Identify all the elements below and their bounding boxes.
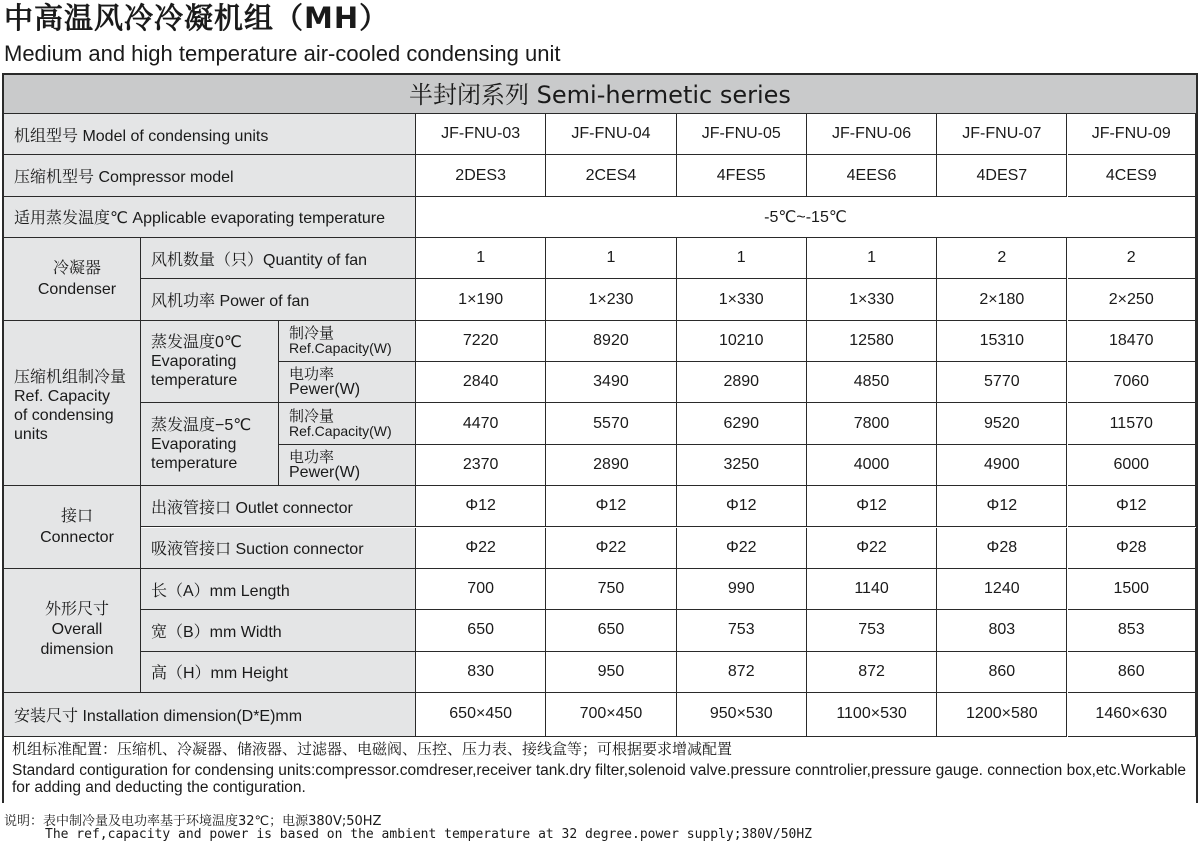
model-cell: JF-FNU-04 xyxy=(546,114,676,155)
capacity-cn: 压缩机组制冷量 xyxy=(14,368,127,386)
page-title: 中高温风冷冷凝机组（MH） xyxy=(4,1,390,35)
suction-cell: Φ28 xyxy=(937,528,1067,569)
model-cell: JF-FNU-05 xyxy=(677,114,807,155)
height-cell: 872 xyxy=(677,652,807,693)
cap-t0-cell: 18470 xyxy=(1068,321,1197,362)
pow-t0-cell: 2890 xyxy=(677,362,807,403)
outlet-cell: Φ12 xyxy=(807,486,937,527)
pow-t5-cn: 电功率 xyxy=(289,448,335,466)
pow-t5-cell: 4900 xyxy=(937,445,1067,486)
cap-t0-cell: 8920 xyxy=(546,321,676,362)
width-label: 宽（B）mm Width xyxy=(141,610,416,651)
pow-t0-cell: 4850 xyxy=(807,362,937,403)
height-cell: 950 xyxy=(546,652,676,693)
pow-t0-label xyxy=(279,362,416,403)
height-cell: 830 xyxy=(416,652,546,693)
pow-t0-cell: 5770 xyxy=(937,362,1067,403)
model-cell: JF-FNU-07 xyxy=(937,114,1067,155)
dimension-group xyxy=(4,569,141,693)
pow-t0-en: Pewer(W) xyxy=(289,381,361,399)
model-label: 机组型号 Model of condensing units xyxy=(4,114,416,155)
width-cell: 650 xyxy=(416,610,546,651)
evap-t5-label xyxy=(141,403,279,486)
cap-t5-cell: 9520 xyxy=(937,403,1067,444)
outlet-cell: Φ12 xyxy=(1068,486,1197,527)
config-en: Standard contiguration for condensing units:compressor.comdreser,receiver tank.dry filter,solenoid valve.pressure conntrolier,pressure gauge. connection box,etc.Workable for adding and deducting the contiguration. xyxy=(12,762,1187,796)
install-cell: 1100×530 xyxy=(807,693,937,737)
cap-t5-cell: 7800 xyxy=(807,403,937,444)
fan-power-cell: 1×330 xyxy=(807,279,937,320)
width-cell: 803 xyxy=(937,610,1067,651)
config-cn: 机组标准配置：压缩机、冷凝器、储液器、过滤器、电磁阀、压控、压力表、接线盒等；可根据要求增减配置 xyxy=(12,740,733,758)
evap-t0-en: Evaporating temperature xyxy=(151,353,238,390)
outlet-cell: Φ12 xyxy=(937,486,1067,527)
condenser-en: Condenser xyxy=(37,280,117,298)
dimension-cn: 外形尺寸 xyxy=(44,601,109,619)
compressor-cell: 4CES9 xyxy=(1068,155,1197,196)
evap-t0-label xyxy=(141,321,279,404)
width-cell: 853 xyxy=(1068,610,1197,651)
footnote-en: The ref,capacity and power is based on the ambient temperature at 32 degree.power supply;380V/50HZ xyxy=(45,827,813,842)
height-cell: 872 xyxy=(807,652,937,693)
fan-qty-cell: 2 xyxy=(1068,238,1197,279)
pow-t0-cell: 2840 xyxy=(416,362,546,403)
length-label: 长（A）mm Length xyxy=(141,569,416,610)
compressor-cell: 4DES7 xyxy=(937,155,1067,196)
suction-cell: Φ22 xyxy=(546,528,676,569)
install-cell: 950×530 xyxy=(677,693,807,737)
standard-config-note xyxy=(4,737,1196,803)
length-cell: 1500 xyxy=(1068,569,1197,610)
suction-cell: Φ28 xyxy=(1068,528,1197,569)
cap-t5-cell: 4470 xyxy=(416,403,546,444)
pow-t5-cell: 6000 xyxy=(1068,445,1197,486)
fan-qty-cell: 1 xyxy=(546,238,676,279)
connector-group xyxy=(4,486,141,569)
cap-t0-cell: 7220 xyxy=(416,321,546,362)
install-cell: 650×450 xyxy=(416,693,546,737)
capacity-group xyxy=(4,321,141,486)
outlet-cell: Φ12 xyxy=(677,486,807,527)
width-cell: 753 xyxy=(677,610,807,651)
width-cell: 753 xyxy=(807,610,937,651)
width-cell: 650 xyxy=(546,610,676,651)
cap-t5-cell: 6290 xyxy=(677,403,807,444)
series-banner: 半封闭系列 Semi-hermetic series xyxy=(4,75,1196,114)
cap-t5-en: Ref.Capacity(W) xyxy=(289,422,392,439)
cap-t0-en: Ref.Capacity(W) xyxy=(289,339,392,356)
evap-t0-cn: 蒸发温度0℃ xyxy=(151,334,242,352)
pow-t5-en: Pewer(W) xyxy=(289,463,361,481)
length-cell: 750 xyxy=(546,569,676,610)
pow-t5-label xyxy=(279,445,416,486)
height-cell: 860 xyxy=(937,652,1067,693)
fan-qty-cell: 2 xyxy=(937,238,1067,279)
compressor-cell: 4EES6 xyxy=(807,155,937,196)
condenser-group xyxy=(4,238,141,321)
cap-t5-cn: 制冷量 xyxy=(289,407,335,425)
cap-t0-cell: 12580 xyxy=(807,321,937,362)
suction-cell: Φ22 xyxy=(677,528,807,569)
connector-en: Connector xyxy=(40,528,114,546)
compressor-cell: 4FES5 xyxy=(677,155,807,196)
install-cell: 700×450 xyxy=(546,693,676,737)
model-cell: JF-FNU-09 xyxy=(1068,114,1197,155)
suction-cell: Φ22 xyxy=(416,528,546,569)
fan-power-cell: 2×180 xyxy=(937,279,1067,320)
compressor-cell: 2CES4 xyxy=(546,155,676,196)
model-cell: JF-FNU-03 xyxy=(416,114,546,155)
outlet-cell: Φ12 xyxy=(546,486,676,527)
fan-qty-cell: 1 xyxy=(416,238,546,279)
evap-t5-cn: 蒸发温度−5℃ xyxy=(151,416,252,434)
cap-t0-cn: 制冷量 xyxy=(289,324,335,342)
compressor-cell: 2DES3 xyxy=(416,155,546,196)
pow-t5-cell: 3250 xyxy=(677,445,807,486)
fan-power-label: 风机功率 Power of fan xyxy=(141,279,416,320)
evap-temp-range: -5℃~-15℃ xyxy=(416,197,1196,238)
pow-t5-cell: 2890 xyxy=(546,445,676,486)
fan-power-cell: 1×230 xyxy=(546,279,676,320)
install-label: 安装尺寸 Installation dimension(D*E)mm xyxy=(4,693,416,737)
evap-t5-en: Evaporating temperature xyxy=(151,435,238,472)
fan-power-cell: 2×250 xyxy=(1068,279,1197,320)
length-cell: 1140 xyxy=(807,569,937,610)
height-label: 高（H）mm Height xyxy=(141,652,416,693)
install-cell: 1200×580 xyxy=(937,693,1067,737)
page-subtitle: Medium and high temperature air-cooled condensing unit xyxy=(4,41,561,66)
pow-t0-cn: 电功率 xyxy=(289,366,335,384)
capacity-en: Ref. Capacity of condensing units xyxy=(14,387,114,443)
dimension-en: Overall dimension xyxy=(40,621,114,659)
evap-temp-label: 适用蒸发温度℃ Applicable evaporating temperature xyxy=(4,197,416,238)
fan-power-cell: 1×190 xyxy=(416,279,546,320)
pow-t5-cell: 2370 xyxy=(416,445,546,486)
height-cell: 860 xyxy=(1068,652,1197,693)
fan-power-cell: 1×330 xyxy=(677,279,807,320)
length-cell: 1240 xyxy=(937,569,1067,610)
outlet-label: 出液管接口 Outlet connector xyxy=(141,486,416,527)
outlet-cell: Φ12 xyxy=(416,486,546,527)
cap-t5-cell: 11570 xyxy=(1068,403,1197,444)
cap-t0-cell: 10210 xyxy=(677,321,807,362)
fan-qty-label: 风机数量（只）Quantity of fan xyxy=(141,238,416,279)
fan-qty-cell: 1 xyxy=(677,238,807,279)
cap-t5-label xyxy=(279,403,416,444)
cap-t0-label xyxy=(279,321,416,362)
cap-t5-cell: 5570 xyxy=(546,403,676,444)
spec-table xyxy=(2,73,1198,803)
pow-t5-cell: 4000 xyxy=(807,445,937,486)
install-cell: 1460×630 xyxy=(1068,693,1197,737)
connector-cn: 接口 xyxy=(60,507,93,525)
fan-qty-cell: 1 xyxy=(807,238,937,279)
pow-t0-cell: 7060 xyxy=(1068,362,1197,403)
pow-t0-cell: 3490 xyxy=(546,362,676,403)
condenser-cn: 冷凝器 xyxy=(52,259,101,277)
suction-cell: Φ22 xyxy=(807,528,937,569)
model-cell: JF-FNU-06 xyxy=(807,114,937,155)
suction-label: 吸液管接口 Suction connector xyxy=(141,528,416,569)
compressor-label: 压缩机型号 Compressor model xyxy=(4,155,416,196)
cap-t0-cell: 15310 xyxy=(937,321,1067,362)
length-cell: 700 xyxy=(416,569,546,610)
footnote-cn: 说明：表中制冷量及电功率基于环境温度32℃；电源380V;50HZ xyxy=(4,814,382,829)
length-cell: 990 xyxy=(677,569,807,610)
